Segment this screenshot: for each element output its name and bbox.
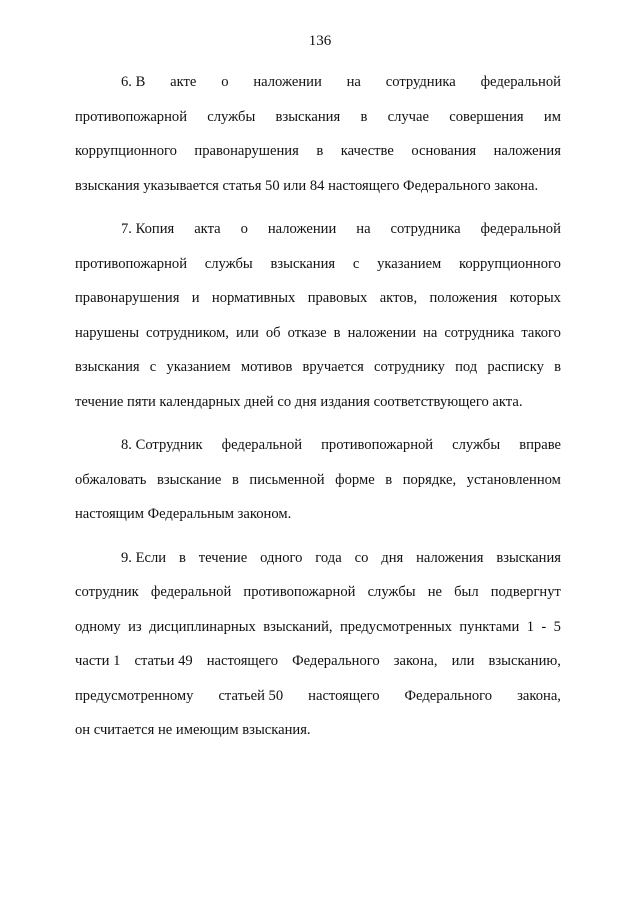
word: Федерального xyxy=(404,687,493,704)
word: 9. Если xyxy=(121,549,167,566)
word: сотрудник xyxy=(75,584,139,600)
word: им xyxy=(543,108,561,125)
word: нарушены xyxy=(75,324,140,341)
paragraph-9 xyxy=(75,541,561,748)
word: сотрудника xyxy=(390,221,461,237)
word: взыскания xyxy=(496,549,561,566)
word: в xyxy=(178,549,186,566)
word: взыскания xyxy=(75,359,140,375)
word: 7. Копия xyxy=(121,221,175,237)
paragraph-8 xyxy=(75,428,561,532)
word: случае xyxy=(387,108,429,125)
word: предусмотренному xyxy=(75,687,194,704)
word: правонарушения xyxy=(194,143,299,159)
word: сотрудника xyxy=(385,74,456,90)
word: федеральной xyxy=(150,584,232,600)
word: на xyxy=(356,221,371,237)
word: о xyxy=(221,74,229,90)
word: службы xyxy=(452,437,501,453)
word: службы xyxy=(207,108,256,125)
word: письменной xyxy=(249,471,325,488)
word: в xyxy=(231,471,239,488)
word: сотруднику xyxy=(374,359,445,375)
word: был xyxy=(454,584,479,600)
text-line xyxy=(75,644,561,679)
text-line xyxy=(75,463,561,498)
word: федеральной xyxy=(480,221,561,237)
word: вправе xyxy=(519,437,561,453)
text-line xyxy=(75,610,561,645)
word: нормативных xyxy=(211,290,296,306)
text-line xyxy=(75,212,561,247)
word: наложения xyxy=(416,549,484,566)
word: качестве xyxy=(340,143,394,159)
word: взыскания указывается статья 50 или 84 настоящего Федерального закона. xyxy=(75,177,539,194)
word: в xyxy=(360,108,368,125)
word: сотрудника xyxy=(444,324,515,341)
text-line xyxy=(75,134,561,169)
word: мотивов xyxy=(240,359,293,375)
word: основания xyxy=(411,143,477,159)
word: настоящего xyxy=(206,653,279,669)
page-number: 136 xyxy=(308,33,332,49)
text-line xyxy=(75,713,561,748)
word: в xyxy=(333,324,341,341)
word: настоящим Федеральным законом. xyxy=(75,506,292,522)
word: - xyxy=(541,618,547,635)
word: 6. В xyxy=(121,74,146,90)
word: статьей 50 xyxy=(218,687,284,704)
word: 1 xyxy=(526,618,534,635)
word: части 1 xyxy=(75,653,121,669)
word: на xyxy=(423,324,438,341)
word: сотрудником, xyxy=(146,324,229,341)
word: года xyxy=(315,549,342,566)
paragraph-7 xyxy=(75,212,561,419)
word: акте xyxy=(170,74,197,90)
word: коррупционного xyxy=(459,255,561,272)
text-line xyxy=(75,247,561,282)
word: или xyxy=(451,653,475,669)
word: статьи 49 xyxy=(134,653,193,669)
word: Федерального xyxy=(292,653,380,669)
word: закона, xyxy=(393,653,438,669)
word: актов, xyxy=(379,290,418,306)
word: взыскания xyxy=(270,255,336,272)
word: в xyxy=(385,471,393,488)
word: о xyxy=(240,221,248,237)
word: противопожарной xyxy=(243,584,356,600)
word: из xyxy=(128,618,142,635)
text-line xyxy=(75,541,561,576)
word: наложения xyxy=(493,143,561,159)
word: или xyxy=(235,324,259,341)
word: расписку xyxy=(487,359,544,375)
word: дисциплинарных xyxy=(149,618,256,635)
word: взысканию, xyxy=(488,653,561,669)
word: порядке, xyxy=(402,471,457,488)
word: коррупционного xyxy=(75,143,177,159)
word: 8. Сотрудник xyxy=(121,437,203,453)
word: он считается не имеющим взыскания. xyxy=(75,722,311,738)
word: одного xyxy=(260,549,303,566)
document-body xyxy=(75,65,561,757)
word: указанием xyxy=(377,255,442,272)
word: наложении xyxy=(347,324,417,341)
word: отказе xyxy=(287,324,327,341)
text-line xyxy=(75,385,561,420)
word: пунктами xyxy=(459,618,520,635)
word: совершения xyxy=(449,108,524,125)
word: противопожарной xyxy=(321,437,434,453)
word: такого xyxy=(521,324,561,341)
word: течение xyxy=(198,549,248,566)
text-line xyxy=(75,350,561,385)
word: обжаловать xyxy=(75,471,147,488)
word: форме xyxy=(335,471,375,488)
text-line xyxy=(75,575,561,610)
word: взыскание xyxy=(157,471,222,488)
text-line xyxy=(75,428,561,463)
word: вручается xyxy=(302,359,364,375)
word: течение пяти календарных дней со дня издания соответствующего акта. xyxy=(75,393,523,410)
word: положения xyxy=(429,290,498,306)
word: правовых xyxy=(307,290,368,306)
word: дня xyxy=(381,549,404,566)
text-line xyxy=(75,497,561,532)
word: службы xyxy=(367,584,416,600)
text-line xyxy=(75,679,561,714)
word: на xyxy=(346,74,361,90)
paragraph-6 xyxy=(75,65,561,203)
word: службы xyxy=(204,255,253,272)
word: и xyxy=(191,290,200,306)
word: противопожарной xyxy=(75,255,188,272)
word: закона, xyxy=(517,687,561,704)
word: установленном xyxy=(466,471,561,488)
text-line xyxy=(75,169,561,204)
word: с xyxy=(352,255,360,272)
word: в xyxy=(554,359,561,375)
word: настоящего xyxy=(308,687,380,704)
word: об xyxy=(265,324,281,341)
word: одному xyxy=(75,618,121,635)
word: противопожарной xyxy=(75,108,188,125)
word: не xyxy=(427,584,442,600)
word: федеральной xyxy=(480,74,561,90)
word: правонарушения xyxy=(75,290,180,306)
word: наложении xyxy=(267,221,337,237)
word: в xyxy=(316,143,324,159)
word: которых xyxy=(509,290,561,306)
word: взыскания xyxy=(275,108,341,125)
text-line xyxy=(75,316,561,351)
word: подвергнут xyxy=(490,584,561,600)
word: наложении xyxy=(253,74,322,90)
text-line xyxy=(75,100,561,135)
word: федеральной xyxy=(221,437,303,453)
text-line xyxy=(75,281,561,316)
word: с xyxy=(149,359,157,375)
word: 5 xyxy=(553,618,561,635)
word: под xyxy=(455,359,478,375)
text-line xyxy=(75,65,561,100)
word: акта xyxy=(194,221,221,237)
word: указанием xyxy=(166,359,231,375)
word: со xyxy=(354,549,369,566)
word: предусмотренных xyxy=(339,618,452,635)
word: взысканий, xyxy=(263,618,333,635)
